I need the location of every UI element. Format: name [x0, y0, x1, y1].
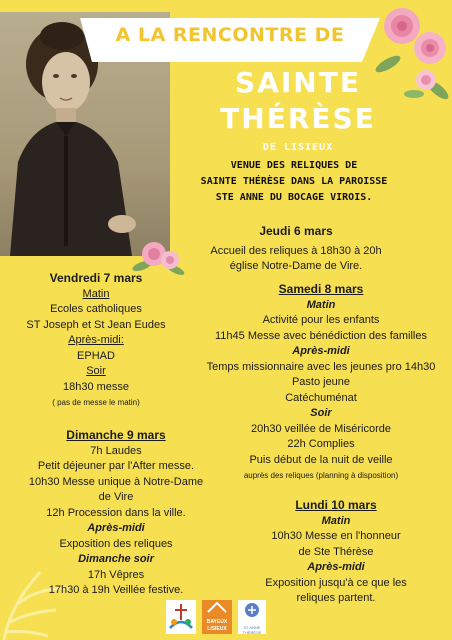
- text-line: Puis début de la nuit de veille: [249, 453, 393, 466]
- paroisse-logo-text: ST ANNE THÉRÈSE: [242, 625, 262, 635]
- note-line: ( pas de messe le matin): [52, 398, 140, 407]
- section-vendredi: [6, 271, 186, 411]
- text-line: Pasto jeune: [291, 376, 351, 388]
- text-line: 18h30 messe: [62, 380, 130, 393]
- text-line: reliques partent.: [296, 592, 376, 604]
- day-title-lundi: Lundi 10 mars: [295, 498, 377, 512]
- text-line: Accueil des reliques à 18h30 à 20h: [210, 244, 382, 257]
- paroisse-logo-icon: [238, 600, 266, 620]
- label-dimanche-soir: Dimanche soir: [78, 553, 154, 565]
- label-apres-midi: Après-midi:: [68, 334, 124, 346]
- text-line: église Notre-Dame de Vire.: [229, 260, 363, 272]
- text-line: Petit déjeuner par l'After messe.: [37, 460, 195, 472]
- subtitle-lisieux: DE LISIEUX: [262, 142, 334, 153]
- text-line: 12h Procession dans la ville.: [46, 506, 186, 519]
- text-line: Catéchuménat: [285, 391, 357, 404]
- note-line: auprès des reliques (planning à disposition): [243, 471, 399, 480]
- paroisse-logo: [238, 600, 266, 634]
- day-title-samedi: Samedi 8 mars: [278, 282, 364, 296]
- label-apres-midi: Après-midi: [307, 561, 365, 573]
- label-matin: Matin: [321, 514, 351, 527]
- headline-line: STE ANNE DU BOCAGE VIROIS.: [215, 192, 373, 203]
- text-line: 22h Complies: [287, 438, 355, 450]
- text-line: de Vire: [98, 491, 134, 503]
- title-sainte: SAINTE: [235, 66, 361, 99]
- headline-line: VENUE DES RELIQUES DE: [230, 160, 358, 171]
- text-line: EPHAD: [77, 349, 115, 362]
- label-matin: Matin: [306, 298, 336, 311]
- label-matin: Matin: [82, 287, 110, 300]
- banner-title: A LA RENCONTRE DE: [115, 24, 345, 46]
- text-line: 10h30 Messe unique à Notre-Dame: [28, 475, 204, 488]
- label-apres-midi: Après-midi: [292, 345, 350, 357]
- text-line: 11h45 Messe avec bénédiction des familles: [215, 329, 427, 342]
- label-soir: Soir: [86, 365, 106, 377]
- text-line: 17h Vêpres: [87, 568, 145, 581]
- headline: [172, 158, 416, 206]
- diocese-logo-line1: BAYEUX: [206, 619, 228, 625]
- section-lundi: [236, 498, 436, 607]
- label-apres-midi: Après-midi: [87, 522, 145, 534]
- footer-logos: [166, 600, 266, 634]
- text-line: 17h30 à 19h Veillée festive.: [48, 584, 184, 596]
- text-line: Ecoles catholiques: [50, 303, 142, 315]
- text-line: Activité pour les enfants: [262, 314, 380, 326]
- label-soir: Soir: [310, 407, 332, 419]
- diocese-logo-icon: [202, 600, 232, 614]
- diocese-logo: [202, 600, 232, 634]
- section-jeudi: [196, 224, 396, 275]
- text-line: Exposition jusqu'à ce que les: [265, 576, 407, 589]
- title-therese: THÉRÈSE: [220, 102, 376, 135]
- section-dimanche: [6, 428, 226, 599]
- text-line: 7h Laudes: [90, 444, 142, 457]
- day-title-dimanche: Dimanche 9 mars: [66, 428, 166, 442]
- text-line: ST Joseph et St Jean Eudes: [26, 318, 166, 331]
- parish-logo-icon: [166, 600, 196, 634]
- text-line: Exposition des reliques: [59, 537, 173, 550]
- text-line: Temps missionnaire avec les jeunes pro 14h30: [206, 360, 436, 373]
- diocese-logo-line2: LISIEUX: [207, 626, 227, 632]
- section-samedi: [196, 282, 446, 484]
- text-line: 20h30 veillée de Miséricorde: [250, 422, 392, 435]
- headline-line: SAINTE THÉRÈSE DANS LA PAROISSE: [200, 176, 388, 187]
- text-line: 10h30 Messe en l'honneur: [271, 530, 401, 542]
- text-line: de Ste Thérèse: [298, 545, 374, 558]
- day-title-jeudi: Jeudi 6 mars: [259, 224, 333, 238]
- day-title-vendredi: Vendredi 7 mars: [49, 271, 143, 285]
